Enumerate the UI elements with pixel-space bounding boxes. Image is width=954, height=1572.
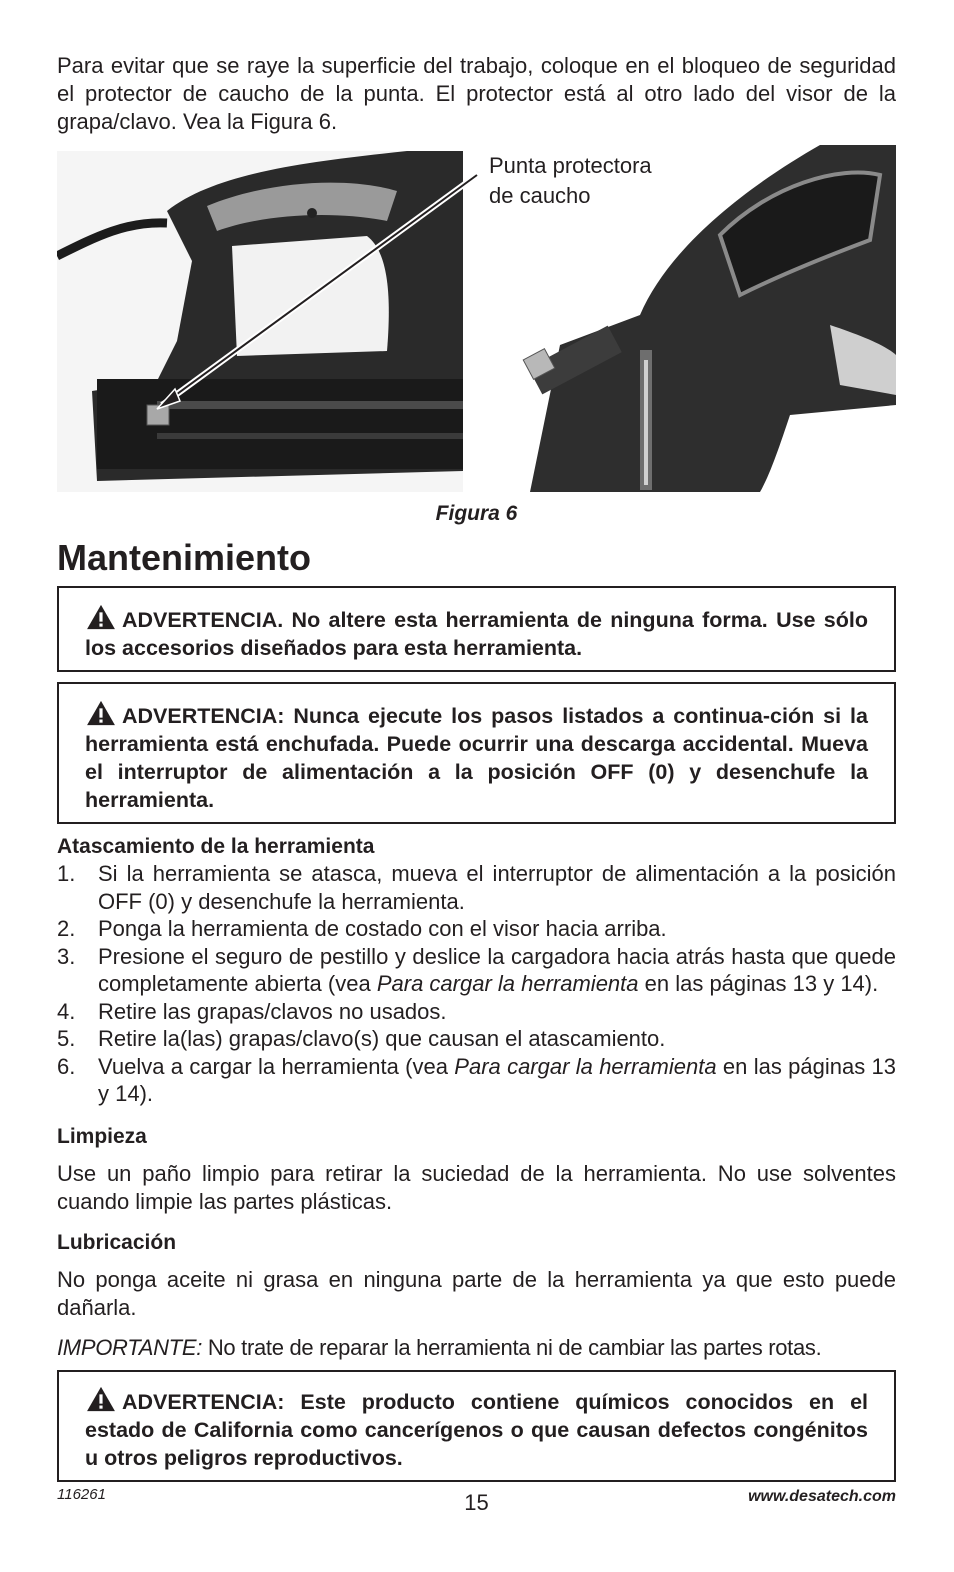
callout-line2: de caucho: [489, 183, 591, 208]
section-heading: Mantenimiento: [57, 537, 312, 578]
warning-triangle-icon: [85, 1386, 117, 1412]
warning-text-1: ADVERTENCIA. No altere esta herramienta de ninguna forma. Use sólo los accesorios diseñados para esta herramienta.: [85, 608, 868, 660]
list-item: 1. Si la herramienta se atasca, mueva el interruptor de alimentación a la posición OFF (0) y desenchufe la herramienta.: [57, 861, 896, 914]
page-footer: [57, 1486, 896, 1520]
cleaning-text: Use un paño limpio para retirar la suciedad de la herramienta. No use solventes cuando limpie las partes plásticas.: [57, 1160, 896, 1214]
list-item: 5. Retire la(las) grapas/clavo(s) que causan el atascamiento.: [57, 1026, 666, 1051]
lubrication-heading: Lubricación: [57, 1230, 177, 1254]
warning-triangle-icon: [85, 604, 117, 630]
website-url: www.desatech.com: [748, 1488, 896, 1505]
warning-box-1: [57, 586, 896, 672]
jam-heading: Atascamiento de la herramienta: [57, 835, 375, 858]
list-item: 6. Vuelva a cargar la herramienta (vea Para cargar la herramienta en las páginas 13 y 14).: [57, 1053, 897, 1106]
jam-steps-list: [57, 860, 896, 1108]
callout-line1: Punta protectora: [489, 153, 652, 178]
intro-paragraph: Para evitar que se raye la superficie del trabajo, coloque en el bloqueo de seguridad el protector de caucho de la punta. El protector está al otro lado del visor de la grapa/clavo. Vea la Figura 6.: [57, 53, 896, 134]
warning-triangle-icon: [85, 700, 117, 726]
warning-text-2: ADVERTENCIA: Nunca ejecute los pasos listados a continua-ción si la herramienta está enchufada. Puede ocurrir una descarga accidental. Mueva el interruptor de alimentación a la posición OFF (0) y desenchufe la herramienta.: [85, 704, 868, 812]
list-item: 4. Retire las grapas/clavos no usados.: [57, 998, 447, 1024]
cleaning-heading: Limpieza: [57, 1124, 147, 1148]
page-content: [57, 52, 896, 1492]
warning-box-3: [57, 1370, 896, 1482]
figure-caption: Figura 6: [435, 502, 518, 525]
warning-text-3: ADVERTENCIA: Este producto contiene químicos conocidos en el estado de California como cancerígenos o que causan defectos congénitos u otros peligros reproductivos.: [85, 1389, 868, 1470]
warning-box-2: [57, 682, 896, 824]
list-item: 2. Ponga la herramienta de costado con el visor hacia arriba.: [57, 916, 667, 941]
document-code: 116261: [57, 1486, 106, 1503]
list-item: 3. Presione el seguro de pestillo y deslice la cargadora hacia atrás hasta que quede completamente abierta (vea Para cargar la herramienta en las páginas 13 y 14).: [57, 943, 896, 996]
important-note: IMPORTANTE: No trate de reparar la herramienta ni de cambiar las partes rotas.: [57, 1334, 822, 1360]
callout-label: [489, 151, 652, 211]
page-number: 15: [464, 1490, 489, 1515]
lubrication-text: No ponga aceite ni grasa en ninguna parte de la herramienta ya que esto puede dañarla.: [57, 1266, 896, 1320]
figure-6: [57, 145, 896, 500]
